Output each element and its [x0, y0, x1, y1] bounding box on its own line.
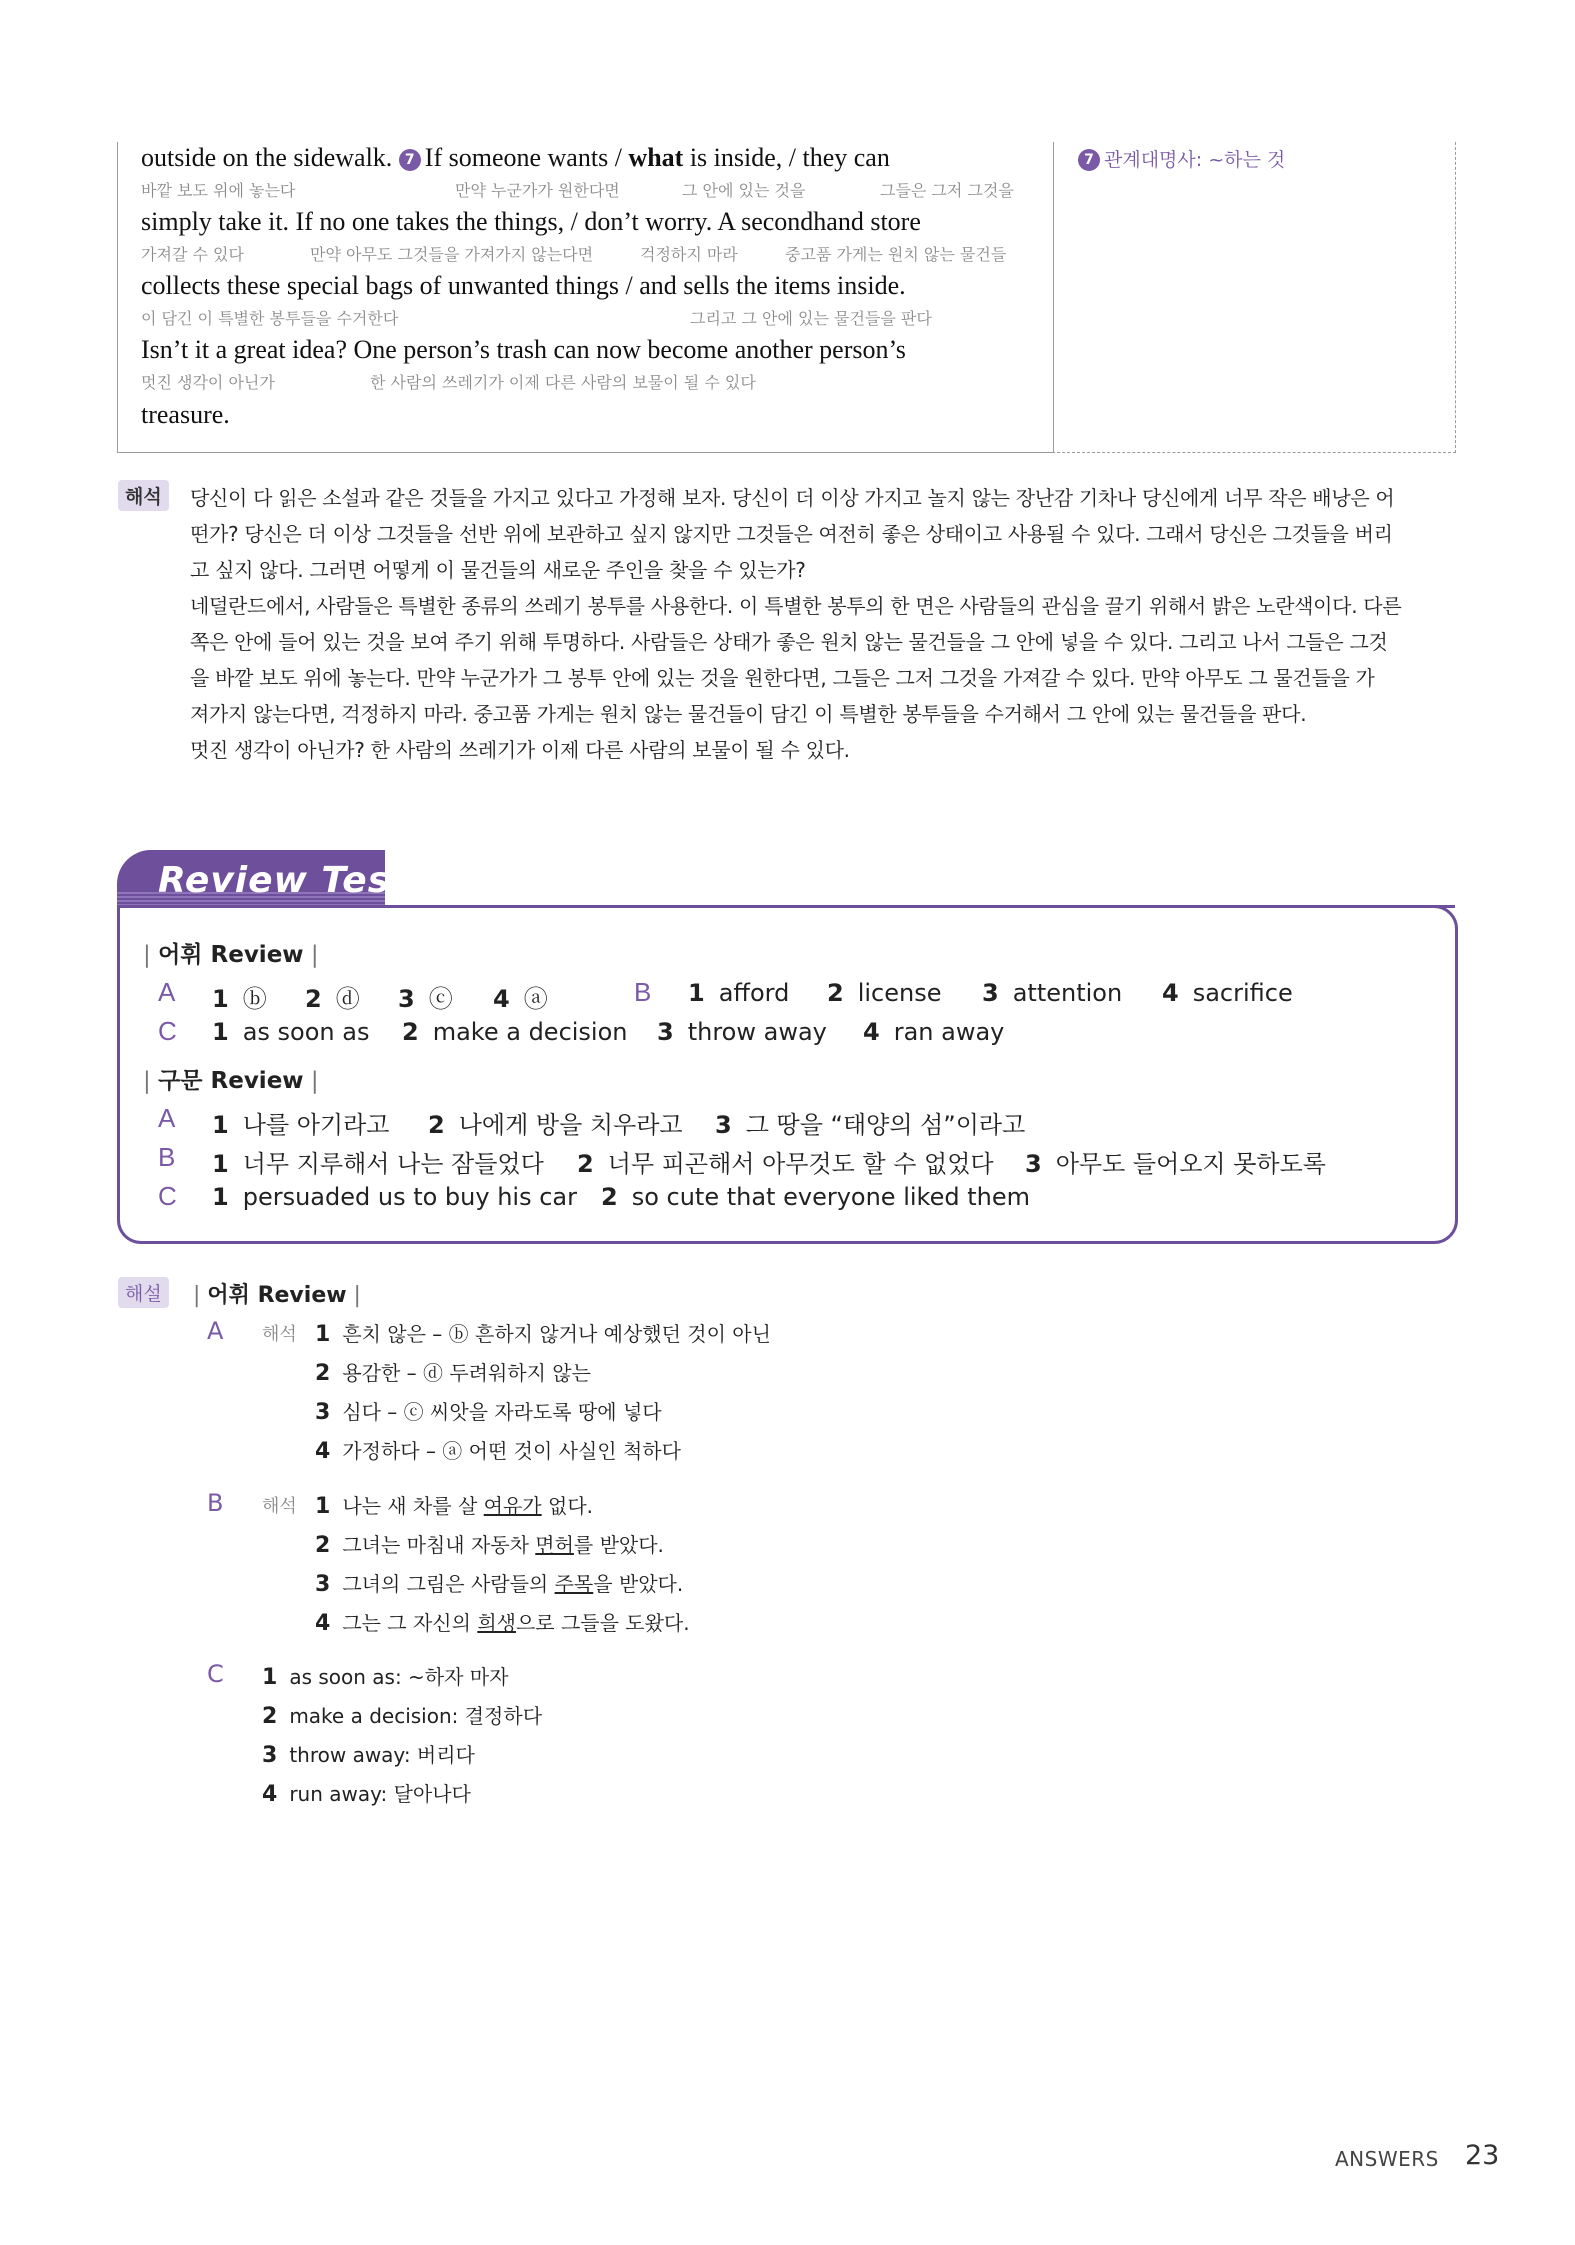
explanation-item: 3 심다 – ⓒ 씨앗을 자라도록 땅에 넣다 [315, 1400, 662, 1425]
explanation-item: 3 그녀의 그림은 사람들의 주목을 받았다. [315, 1572, 684, 1597]
translation-line: 쪽은 안에 들어 있는 것을 보여 주기 위해 투명하다. 사람들은 상태가 좋은 원치 않는 물건들을 그 안에 넣을 수 있다. 그리고 나서 그들은 그것 [190, 630, 1388, 654]
answer-item: 2 license [827, 979, 942, 1007]
translation-label: 해석 [262, 1324, 297, 1345]
grammar-review-heading-text: 구문 Review [158, 1068, 304, 1094]
note-number-7-badge: 7 [1078, 149, 1100, 171]
answer-item: 1 afford [688, 979, 790, 1007]
gloss: 만약 누군가가 원한다면 [455, 181, 620, 200]
section-letter: A [158, 1103, 176, 1133]
answer-item: 3 ⓒ [398, 985, 453, 1013]
footer-section-label: ANSWERS [1335, 2147, 1439, 2171]
gloss: 그리고 그 안에 있는 물건들을 판다 [690, 309, 932, 328]
explanation-item: 2 그녀는 마침내 자동차 면허를 받았다. [315, 1533, 664, 1558]
grammar-note-box [1052, 142, 1456, 453]
gloss: 멋진 생각이 아닌가 [141, 373, 275, 392]
reading-line-3: collects these special bags of unwanted things / and sells the items inside. [141, 271, 906, 300]
section-letter: A [158, 977, 176, 1007]
answer-item: 4 ⓐ [493, 985, 548, 1013]
translation-line: 멋진 생각이 아닌가? 한 사람의 쓰레기가 이제 다른 사람의 보물이 될 수 있다. [190, 738, 850, 762]
vocab-review-heading-text: 어휘 Review [158, 942, 304, 968]
section-letter: B [158, 1142, 176, 1172]
explanation-item: 4 그는 그 자신의 희생으로 그들을 도왔다. [315, 1611, 690, 1636]
translation-line: 당신이 다 읽은 소설과 같은 것들을 가지고 있다고 가정해 보자. 당신이 더 이상 가지고 놀지 않는 장난감 기차나 당신에게 너무 작은 배낭은 어 [190, 486, 1395, 510]
reading-line-2: simply take it. If no one takes the things, / don’t worry. A secondhand store [141, 207, 921, 236]
answer-item: 2 so cute that everyone liked them [601, 1183, 1030, 1211]
vocab-review-heading: | 어휘 Review | [143, 942, 319, 968]
reading-line-1 [141, 143, 890, 173]
gloss: 바깥 보도 위에 놓는다 [141, 181, 296, 200]
gloss: 걱정하지 마라 [640, 245, 738, 264]
note-text: 관계대명사: ~하는 것 [1104, 149, 1286, 171]
grammar-review-heading: | 구문 Review | [143, 1068, 319, 1094]
answer-item: 3 그 땅을 “태양의 섬”이라고 [715, 1111, 1026, 1139]
explanation-item: 3 throw away: 버리다 [262, 1743, 475, 1768]
section-letter: C [207, 1660, 224, 1688]
explanation-item: 4 run away: 달아나다 [262, 1782, 471, 1807]
reading-line-1-post-b: is inside, / they can [683, 143, 890, 172]
explanation-item: 1 as soon as: ~하자 마자 [262, 1665, 509, 1690]
translation-line: 을 바깥 보도 위에 놓는다. 만약 누군가가 그 봉투 안에 있는 것을 원한다면, 그들은 그저 그것을 가져갈 수 있다. 만약 아무도 그 물건들을 가 [190, 666, 1375, 690]
explanation-item: 1 흔치 않은 – ⓑ 흔하지 않거나 예상했던 것이 아닌 [315, 1322, 771, 1347]
section-letter: B [207, 1489, 224, 1517]
answer-item: 2 make a decision [402, 1018, 628, 1046]
explanation-item: 2 용감한 – ⓓ 두려워하지 않는 [315, 1361, 591, 1386]
review-test-title: Review Test [158, 860, 409, 901]
answer-item: 3 아무도 들어오지 못하도록 [1025, 1150, 1326, 1178]
gloss: 이 담긴 이 특별한 봉투들을 수거한다 [141, 309, 399, 328]
gloss: 중고품 가게는 원치 않는 물건들 [785, 245, 1007, 264]
answer-item: 4 ran away [863, 1018, 1005, 1046]
answer-item: 1 persuaded us to buy his car [212, 1183, 577, 1211]
section-letter: A [207, 1317, 224, 1345]
explanation-item: 4 가정하다 – ⓐ 어떤 것이 사실인 척하다 [315, 1439, 681, 1464]
reading-line-1-post-a: If someone wants / [424, 143, 629, 172]
reading-line-1-pre: outside on the sidewalk. [141, 143, 399, 172]
gloss: 그들은 그저 그것을 [880, 181, 1014, 200]
translation-line: 떤가? 당신은 더 이상 그것들을 선반 위에 보관하고 싶지 않지만 그것들은 여전히 좋은 상태이고 사용될 수 있다. 그래서 당신은 그것들을 버리 [190, 522, 1393, 546]
gloss: 만약 아무도 그것들을 가져가지 않는다면 [310, 245, 594, 264]
explanation-item: 1 나는 새 차를 살 여유가 없다. [315, 1494, 593, 1519]
answer-item: 1 as soon as [212, 1018, 370, 1046]
answer-item: 3 attention [982, 979, 1123, 1007]
section-letter: C [158, 1181, 177, 1211]
explanation-tag: 해설 [118, 1277, 169, 1308]
reading-line-5: treasure. [141, 400, 230, 429]
explanation-vocab-heading: | 어휘 Review | [193, 1283, 361, 1308]
answer-item: 2 나에게 방을 치우라고 [428, 1111, 683, 1139]
reading-bold-what: what [628, 143, 684, 172]
reading-line-4: Isn’t it a great idea? One person’s trash can now become another person’s [141, 335, 906, 364]
translation-line: 져가지 않는다면, 걱정하지 마라. 중고품 가게는 원치 않는 물건들이 담긴 이 특별한 봉투들을 수거해서 그 안에 있는 물건들을 판다. [190, 702, 1307, 726]
explanation-vocab-heading-text: 어휘 Review [207, 1283, 347, 1308]
answer-item: 1 나를 아기라고 [212, 1111, 390, 1139]
section-letter: B [634, 977, 652, 1007]
gloss: 한 사람의 쓰레기가 이제 다른 사람의 보물이 될 수 있다 [370, 373, 756, 392]
translation-tag: 해석 [118, 480, 169, 511]
answer-item: 2 너무 피곤해서 아무것도 할 수 없었다 [577, 1150, 994, 1178]
section-letter: C [158, 1016, 177, 1046]
translation-label: 해석 [262, 1496, 297, 1517]
page-number: 23 [1465, 2140, 1500, 2171]
translation-line: 고 싶지 않다. 그러면 어떻게 이 물건들의 새로운 주인을 찾을 수 있는가? [190, 558, 806, 582]
sentence-number-7-badge: 7 [399, 149, 421, 171]
answer-item: 1 ⓑ [212, 985, 267, 1013]
grammar-note [1078, 145, 1285, 172]
explanation-item: 2 make a decision: 결정하다 [262, 1704, 543, 1729]
answer-item: 3 throw away [657, 1018, 827, 1046]
gloss: 그 안에 있는 것을 [682, 181, 806, 200]
answer-item: 4 sacrifice [1162, 979, 1293, 1007]
review-test-top-rule [385, 905, 1455, 908]
answer-item: 1 너무 지루해서 나는 잠들었다 [212, 1150, 544, 1178]
answer-item: 2 ⓓ [305, 985, 360, 1013]
translation-line: 네덜란드에서, 사람들은 특별한 종류의 쓰레기 봉투를 사용한다. 이 특별한 봉투의 한 면은 사람들의 관심을 끌기 위해서 밝은 노란색이다. 다른 [190, 594, 1402, 618]
gloss: 가져갈 수 있다 [141, 245, 244, 264]
